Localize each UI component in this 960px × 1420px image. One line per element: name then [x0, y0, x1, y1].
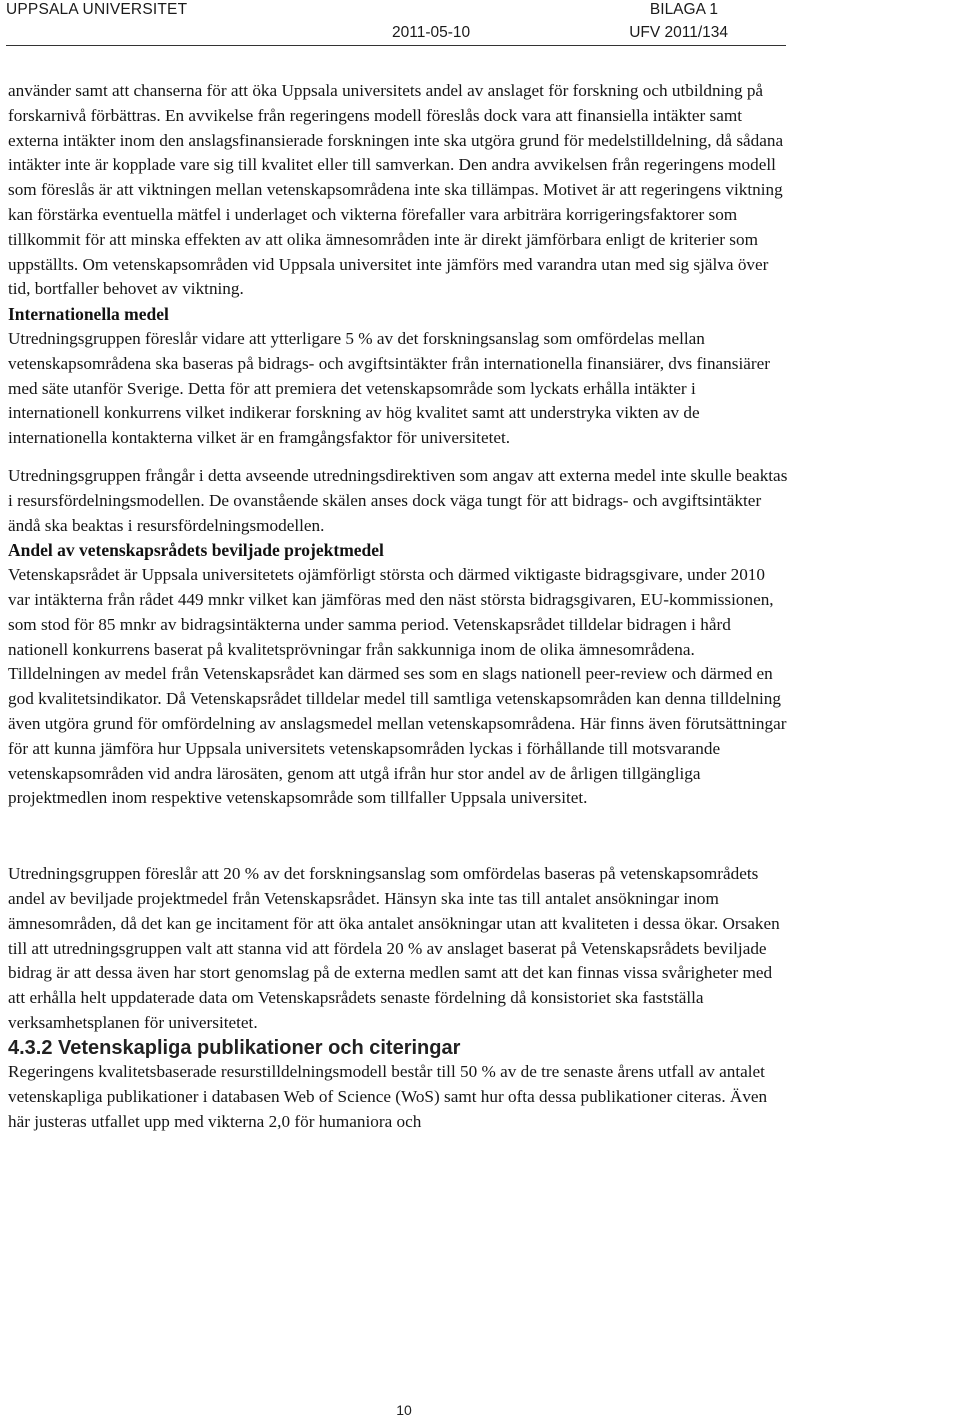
paragraph-vetenskapsradet-2: Utredningsgruppen föreslår att 20 % av det forskningsanslag som omfördelas baseras på vetenskapsområdets andel av beviljade projektmedel från Vetenskapsrådet. Hänsyn ska inte tas till antalet ansökningar inom ämnesområden, då det kan ge incitament för att öka antalet ansökningar utan att kvaliteten i dessa ökar. Orsaken till att utredningsgruppen valt att stanna vid att fördela 20 % av anslaget baserat på Vetenskapsrådets beviljade bidrag är att dessa även har stort genomslag på de externa medlen samt att det kan finnas vissa svårigheter med att erhålla helt uppdaterade data om Vetenskapsrådets senaste fördelning då konsistoriet ska fastställa verksamhetsplanen för universitetet. — [8, 864, 780, 1032]
page-number: 10 — [396, 1402, 412, 1418]
header-organization: UPPSALA UNIVERSITET — [6, 1, 188, 18]
header-attachment-label: BILAGA 1 — [649, 1, 718, 18]
header-divider — [6, 45, 786, 46]
heading-internationella-medel: Internationella medel — [8, 304, 169, 325]
page-header — [6, 0, 786, 46]
paragraph-internationella-1: Utredningsgruppen föreslår vidare att ytterligare 5 % av det forskningsanslag som omfördelas mellan vetenskapsområdena ska baseras på bidrags- och avgiftsintäkter från internationella finansiärer, dvs finansiärer med säte utanför Sverige. Detta för att premiera det vetenskapsområde som lyckats erhålla intäkter i internationell konkurrens vilket indikerar forskning av hög kvalitet samt att understryka vikten av de internationella kontakterna vilket är en framgångsfaktor för universitetet. — [8, 328, 770, 448]
paragraph-publikationer-1: Regeringens kvalitetsbaserade resurstilldelningsmodell består till 50 % av de tre senaste årens utfall av antalet vetenskapliga publikationer i databasen Web of Science (WoS) samt hur ofta dessa publikationer citeras. Även här justeras utfallet upp med vikterna 2,0 för humaniora och — [8, 1062, 768, 1132]
header-date: 2011-05-10 — [392, 24, 471, 41]
intro-paragraph: använder samt att chanserna för att öka Uppsala universitets andel av anslaget för forskning och utbildning på forskarnivå förbättras. En avvikelse från regeringens modell föreslås dock vara att finansiella intäkter samt externa intäkter inom den anslagsfinansierade forskningen inte ska utgöra grund för medelstilldelning, då sådana intäkter inte är kopplade vare sig till kvalitet eller till samverkan. Den andra avvikelsen från regeringens modell som föreslås är att viktningen mellan vetenskapsområdena inte ska tillämpas. Motivet är att regeringens viktning kan förstärka eventuella mätfel i underlaget och vikterna förefaller vara arbiträra korrigeringsfaktorer som tillkommit för att minska effekten av att olika ämnesområden inte är direkt jämförbara enligt de kriterier som uppställts. Om vetenskapsområden vid Uppsala universitet inte jämförs med varandra utan med sig själva över tid, bortfaller behovet av viktning. — [8, 81, 784, 299]
paragraph-vetenskapsradet-1: Vetenskapsrådet är Uppsala universitetets ojämförligt största och därmed viktigaste bidragsgivare, under 2010 var intäkterna från rådet 449 mnkr vilket kan jämföras med den näst största bidragsgivaren, EU-kommissionen, som stod för 85 mnkr av bidragsintäkterna under samma period. Vetenskapsrådet tilldelar bidragen i hård nationell konkurrens baserat på kvalitetsprövningar från sakkunniga inom de olika ämnesområdena. Tilldelningen av medel från Vetenskapsrådet kan därmed ses som en slags nationell peer-review och därmed en god kvalitetsindikator. Då Vetenskapsrådet tilldelar medel till samtliga vetenskapsområden kan denna tilldelning även utgöra grund för omfördelning av anslagsmedel mellan vetenskapsområdena. Här finns även förutsättningar för att kunna jämföra hur Uppsala universitets vetenskapsområden lyckas i förhållande till motsvarande vetenskapsområden vid andra lärosäten, genom att utgå ifrån hur stor andel av de årligen tillgängliga projektmedlen inom respektive vetenskapsområde som tillfaller Uppsala universitet. — [8, 565, 787, 808]
document-body — [8, 79, 788, 1135]
section-heading-4-3-2: 4.3.2 Vetenskapliga publikationer och citeringar — [8, 1036, 461, 1059]
header-reference-number: UFV 2011/134 — [629, 24, 728, 41]
heading-vetenskapsradet-projektmedel: Andel av vetenskapsrådets beviljade projektmedel — [8, 540, 384, 561]
paragraph-internationella-2: Utredningsgruppen frångår i detta avseende utredningsdirektiven som angav att externa medel inte skulle beaktas i resursfördelningsmodellen. De ovanstående skälen anses dock väga tungt för att bidrags- och avgiftsintäkter ändå ska beaktas i resursfördelningsmodellen. — [8, 465, 788, 535]
